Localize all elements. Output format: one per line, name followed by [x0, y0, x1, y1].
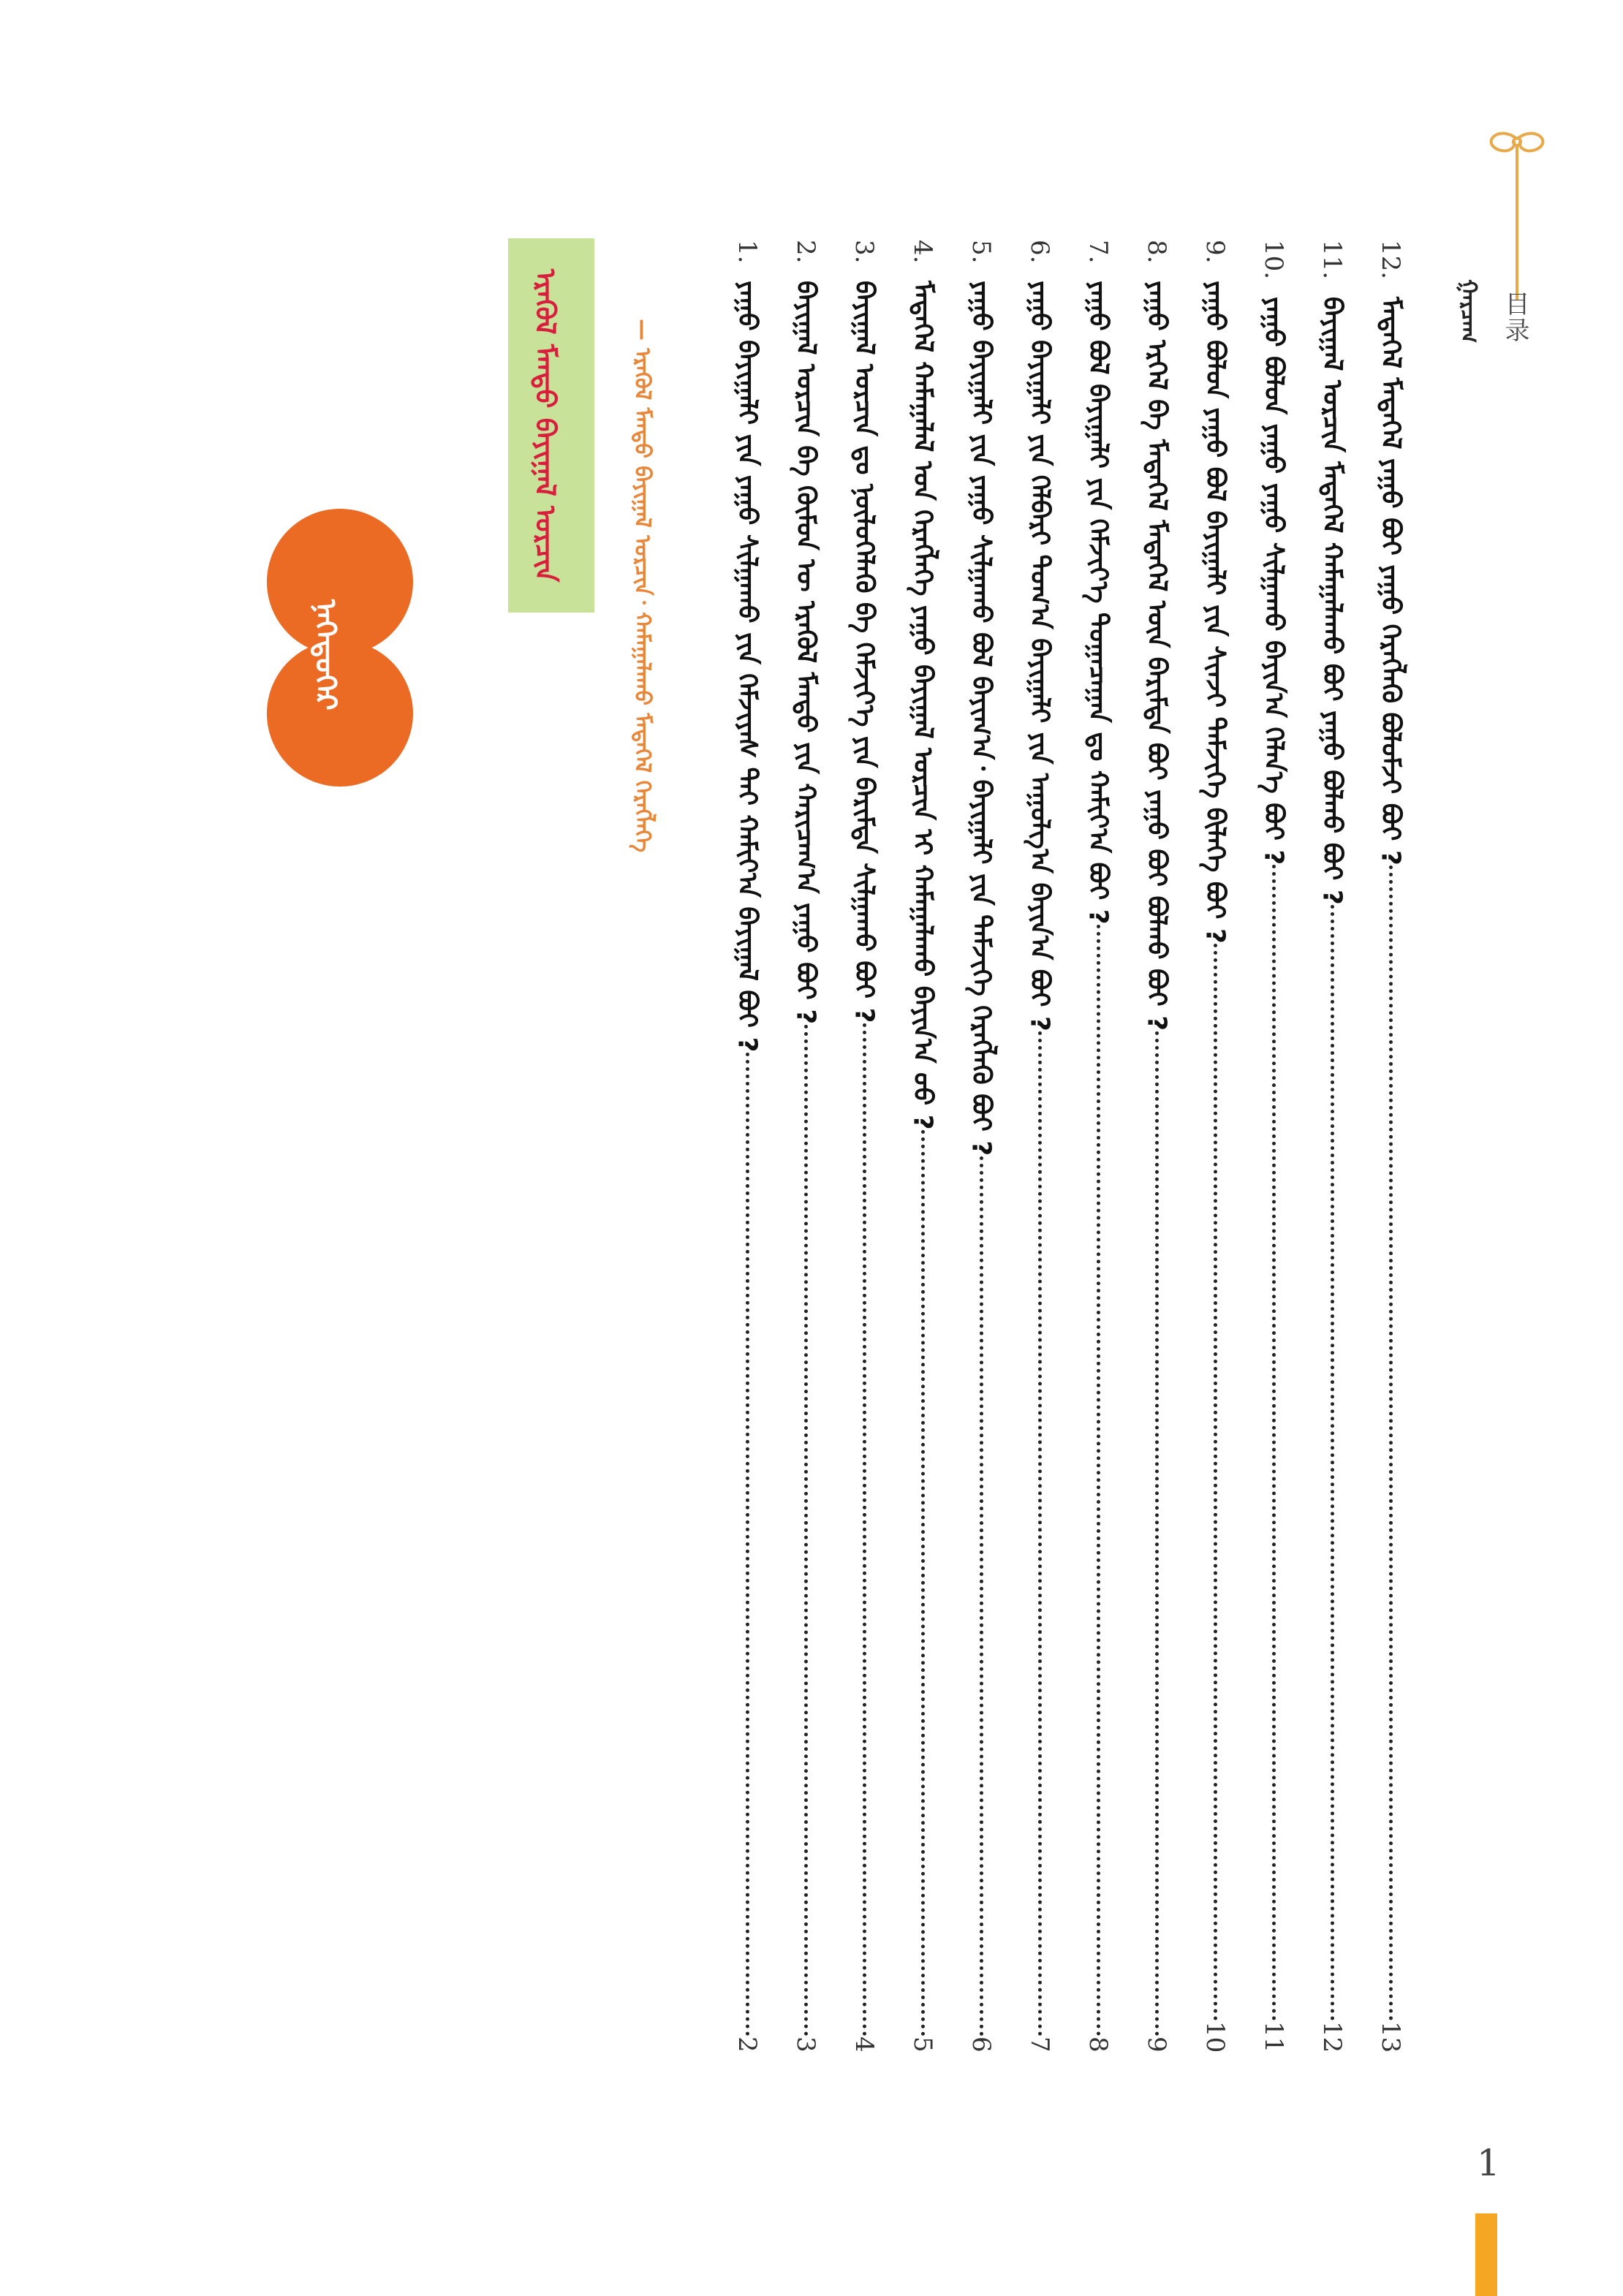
toc-number: 2.: [791, 240, 820, 264]
toc-number: 1.: [733, 240, 762, 264]
toc-page: 8: [1083, 2037, 1113, 2053]
toc-page: 5: [908, 2037, 937, 2053]
toc-leader-dots: [1389, 865, 1393, 2021]
toc-number: 6.: [1025, 240, 1054, 264]
toc-page: 13: [1376, 2020, 1405, 2053]
toc-entry[interactable]: [784, 240, 828, 2053]
toc-page: 3: [791, 2037, 820, 2053]
toc-number: 7.: [1083, 240, 1113, 264]
toc-leader-dots: [804, 1025, 808, 2037]
toc-leader-dots: [921, 1130, 925, 2037]
toc-title: ᠪᠠᠶᠢᠭᠠᠯ ᠣᠷᠴᠢᠨ ᠳᠤ ᠨᠥᠯᠦᠭᠡᠯᠡᠬᠦ ᠪᠠ ᠬᠡᠮᠵᠢᠶ᠎ᠡ ᠶᠢᠨ ᠪᠠᠷᠢᠮᠲᠠ ᠰᠢᠯᠭᠠᠬᠤ ᠪᠤᠢ ?: [849, 281, 879, 1023]
chapter-subtitle: — ᠡᠷᠡᠭᠦᠯ ᠮᠡᠨᠳᠦ ᠪᠠᠶᠢᠭᠠᠯ ᠣᠷᠴᠢᠨ᠂ ᠬᠠᠮᠠᠭᠠᠯᠠᠬᠤ ᠮᠡᠳᠡᠭᠡᠯ ᠬᠡᠷᠡᠭᠯᠡᠭᠡ: [629, 319, 655, 853]
toc-page: 2: [733, 2037, 762, 2053]
toc-leader-dots: [1331, 905, 1334, 2021]
toc-title: ᠪᠠᠶᠢᠭᠠᠯ ᠣᠷᠴᠢᠨ ᠪᠠ ᠬᠦᠮᠦᠨ ᠦ ᠡᠷᠡᠭᠦᠯ ᠮᠡᠨᠳᠦ ᠶᠢᠨ ᠬᠠᠷᠢᠴᠠᠭ᠎ᠠ ᠶᠠᠭᠤ ᠪᠤᠢ ?: [790, 281, 821, 1025]
toc-entry[interactable]: [1076, 240, 1120, 2053]
toc-title: ᠶᠠᠭᠤ ᠡᠷᠭᠡᠯ ᠪᠡ ᠮᠡᠳᠡᠭᠡᠯ ᠮᠡᠳᠡᠭᠡᠯ ᠦᠨ ᠪᠠᠷᠢᠮᠲᠠ ᠪᠤᠢ ᠶᠠᠭᠤ ᠪᠤᠢ ᠪᠣᠯᠬᠤ ᠪᠤᠢ ?: [1141, 281, 1172, 1031]
toc-page: 9: [1142, 2037, 1171, 2053]
toc-leader-dots: [1097, 925, 1100, 2037]
page-number: 1: [1477, 2142, 1500, 2184]
toc-page: 10: [1200, 2020, 1230, 2053]
toc-page: 6: [966, 2037, 996, 2053]
toc-title: ᠪᠠᠶᠢᠭᠠᠯ ᠣᠷᠴᠢᠨ ᠮᠡᠳᠡᠭᠡᠯ ᠬᠠᠮᠠᠭᠠᠯᠠᠬᠤ ᠪᠤᠢ ᠶᠠᠭᠤ ᠪᠣᠯᠬᠤ ᠪᠤᠢ ?: [1317, 297, 1347, 905]
toc-leader-dots: [1155, 1031, 1159, 2037]
section-label: 目录: [1500, 291, 1529, 344]
toc-entry[interactable]: [901, 240, 945, 2053]
toc-title: ᠶᠠᠭᠤ ᠪᠣᠯᠤᠨ ᠶᠠᠭᠤ ᠶᠠᠭᠤ ᠰᠢᠯᠭᠠᠬᠤ ᠪᠠᠶᠢᠨ᠎ᠠ ᠬᠡᠯᠡᠨ᠎ᠡ ᠪᠤᠢ ?: [1258, 297, 1289, 865]
toc-page: 11: [1259, 2020, 1288, 2053]
toc-entry[interactable]: [842, 240, 886, 2053]
toc-title: ᠮᠡᠳᠡᠭᠡᠯ ᠬᠠᠮᠠᠭᠠᠯᠠᠯ ᠤᠨ ᠬᠡᠷᠡᠭᠯᠡᠭᠡ ᠶᠠᠭᠤ ᠪᠠᠶᠢᠭᠠᠯ ᠣᠷᠴᠢᠨ ᠢ ᠬᠠᠮᠠᠭᠠᠯᠠᠬᠤ ᠪᠠᠶᠢᠨ᠎ᠠ ᠤᠤ ?: [907, 281, 938, 1131]
toc-number: 3.: [850, 240, 879, 264]
toc-number: 10.: [1259, 240, 1288, 280]
toc-entry[interactable]: [959, 240, 1003, 2053]
toc-leader-dots: [980, 1156, 983, 2037]
chapter-heading: ᠡᠷᠡᠭᠦᠯ ᠮᠡᠨᠳᠦ ᠪᠠᠶᠢᠭᠠᠯ ᠣᠷᠴᠢᠨ: [529, 268, 561, 583]
toc-entry[interactable]: [725, 240, 769, 2053]
toc-title: ᠶᠠᠭᠤ ᠪᠠᠶᠢᠭᠠᠯᠢ ᠶᠢᠨ ᠶᠠᠭᠤ ᠰᠢᠯᠭᠠᠬᠤ ᠶᠢᠨ ᠬᠡᠮᠵᠢᠶᠡᠰ ᠲᠠᠢ ᠬᠠᠮᠢᠶ᠎ᠠ ᠪᠠᠶᠢᠭᠠᠯ ᠪᠤᠢ ?: [732, 281, 763, 1053]
toc-title: ᠮᠡᠳᠡᠭᠡᠯ ᠮᠡᠳᠡᠭᠡᠯ ᠶᠠᠭᠤ ᠪᠤᠢ ᠶᠠᠭᠤ ᠬᠡᠷᠡᠭᠯᠡᠬᠦ ᠪᠤᠯᠤᠮᠵᠢ ᠪᠤᠢ ?: [1375, 297, 1406, 865]
toc-leader-dots: [1272, 865, 1276, 2020]
toc-entry[interactable]: [1193, 240, 1237, 2053]
chapter-badge-label: ᠨᠡᠭᠡᠳᠦᠭᠡᠷ: [309, 599, 342, 711]
toc-number: 8.: [1142, 240, 1171, 264]
toc-title: ᠶᠠᠭᠤ ᠪᠣᠯᠤᠨ ᠶᠠᠭᠤ ᠪᠣᠯ ᠪᠠᠶᠢᠭᠠᠯᠢ ᠶᠢᠨ ᠰᠢᠨᠵᠢ ᠳᠡᠮᠵᠢᠭᠡ ᠪᠢᠯᠡᠭᠡ ᠪᠤᠢ ?: [1200, 281, 1230, 944]
toc-leader-dots: [863, 1023, 866, 2037]
toc-number: 9.: [1200, 240, 1230, 264]
toc-page: 12: [1317, 2020, 1347, 2053]
toc-page: 4: [850, 2037, 879, 2053]
toc-leader-dots: [1038, 1031, 1042, 2037]
toc-page: 7: [1025, 2037, 1054, 2053]
toc-entry[interactable]: [1310, 240, 1354, 2053]
toc-entry[interactable]: [1369, 240, 1412, 2053]
toc-number: 4.: [908, 240, 937, 264]
page-side-tab: [1475, 2213, 1497, 2296]
toc-title: ᠶᠠᠭᠤ ᠪᠠᠶᠢᠭᠠᠯᠢ ᠶᠢᠨ ᠬᠡᠯᠪᠡᠷᠢ ᠲᠣᠭ᠎ᠠ ᠪᠠᠶᠢᠭᠠᠯᠢ ᠶᠢᠨ ᠠᠭᠤᠯᠭ᠎ᠠ ᠪᠠᠶᠢᠨ᠎ᠠ ᠪᠤᠢ ?: [1024, 281, 1055, 1032]
toc-entry[interactable]: [1252, 240, 1295, 2053]
toc-leader-dots: [746, 1053, 749, 2037]
toc-number: 12.: [1376, 240, 1405, 280]
section-label-mongolian: ᠭᠠᠷᠴᠠᠭ: [1456, 279, 1481, 344]
toc-number: 5.: [966, 240, 996, 264]
toc-title: ᠶᠠᠭᠤ ᠪᠣᠯ ᠪᠠᠶᠢᠭᠠᠯᠢ ᠶᠢᠨ ᠬᠡᠮᠵᠢᠶ᠎ᠡ ᠲᠣᠭᠠᠴᠠᠭᠠᠨ ᠳᠤ ᠬᠠᠮᠢᠶ᠎ᠠ ᠪᠤᠢ ?: [1083, 281, 1113, 925]
toc-leader-dots: [1214, 944, 1217, 2020]
toc-entry[interactable]: [1135, 240, 1179, 2053]
toc-title: ᠶᠠᠭᠤ ᠪᠠᠶᠢᠭᠠᠯᠢ ᠶᠢᠨ ᠶᠠᠭᠤ ᠰᠢᠯᠭᠠᠬᠤ ᠪᠣᠯ ᠪᠠᠶᠢᠭ᠎ᠠ᠂ ᠪᠠᠶᠢᠭᠠᠯᠢ ᠶᠢᠨ ᠳᠡᠮᠵᠢᠭᠡ ᠬᠡᠷᠡᠭᠯᠡᠬᠦ ᠪᠤᠢ ?: [966, 281, 996, 1156]
toc-number: 11.: [1317, 240, 1347, 280]
chapter-heading-box: [508, 238, 594, 613]
toc-entry[interactable]: [1018, 240, 1062, 2053]
